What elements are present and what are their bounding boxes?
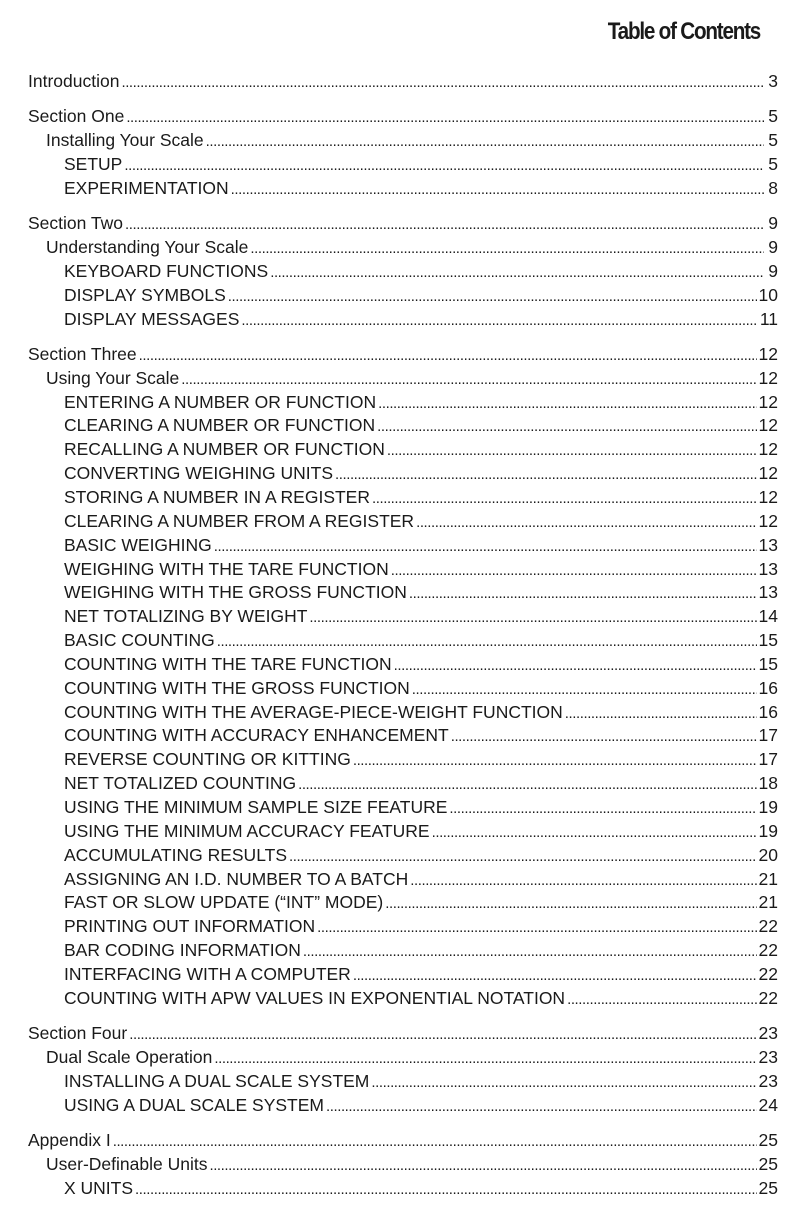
toc-entry-label: EXPERIMENTATION [64, 177, 229, 198]
toc-entry-interfacing-computer[interactable] [28, 963, 778, 987]
toc-entry-label: X UNITS [64, 1177, 134, 1198]
dot-leader [303, 939, 757, 963]
toc-entry-page: 16 [758, 701, 778, 722]
toc-entry-page: 14 [758, 606, 778, 627]
toc-entry-fast-slow-update[interactable] [28, 891, 778, 915]
toc-entry-setup[interactable] [28, 153, 778, 177]
toc-entry-display-messages[interactable] [28, 308, 778, 332]
toc-entry-page: 12 [758, 391, 778, 412]
dot-leader [139, 343, 757, 367]
toc-entry-page: 15 [758, 630, 778, 651]
dot-leader [387, 438, 757, 462]
toc-entry-label: REVERSE COUNTING OR KITTING [64, 749, 351, 770]
toc-entry-label: Section Four [28, 1023, 128, 1044]
dot-leader [449, 796, 756, 820]
toc-entry-page: 9 [768, 213, 778, 234]
toc-entry-page: 8 [768, 177, 778, 198]
toc-entry-page: 5 [768, 154, 778, 175]
toc-entry-label: NET TOTALIZING BY WEIGHT [64, 606, 308, 627]
toc-entry-page: 21 [758, 892, 778, 913]
toc-entry-label: CONVERTING WEIGHING UNITS [64, 463, 333, 484]
dot-leader [353, 748, 757, 772]
toc-entry-label: INSTALLING A DUAL SCALE SYSTEM [64, 1070, 370, 1091]
toc-entry-page: 12 [758, 343, 778, 364]
dot-leader [125, 212, 764, 236]
toc-entry-keyboard-functions[interactable] [28, 260, 778, 284]
toc-entry-dual-scale-operation[interactable] [28, 1046, 778, 1070]
toc-entry-page: 13 [758, 558, 778, 579]
toc-entry-counting-gross[interactable] [28, 677, 778, 701]
toc-entry-label: CLEARING A NUMBER OR FUNCTION [64, 415, 376, 436]
toc-entry-x-units[interactable] [28, 1177, 778, 1201]
toc-entry-accumulating-results[interactable] [28, 844, 778, 868]
toc-entry-label: RECALLING A NUMBER OR FUNCTION [64, 439, 385, 460]
dot-leader [270, 260, 764, 284]
toc-entry-label: Dual Scale Operation [46, 1046, 213, 1067]
dot-leader [121, 70, 764, 94]
dot-leader [567, 987, 756, 1011]
toc-entry-printing-out[interactable] [28, 915, 778, 939]
toc-entry-counting-accuracy[interactable] [28, 724, 778, 748]
toc-entry-recalling-a-number[interactable] [28, 438, 778, 462]
table-of-contents [28, 70, 778, 1200]
toc-entry-assigning-id[interactable] [28, 868, 778, 892]
toc-entry-page: 24 [758, 1094, 778, 1115]
toc-entry-label: DISPLAY MESSAGES [64, 308, 240, 329]
toc-entry-label: WEIGHING WITH THE GROSS FUNCTION [64, 582, 407, 603]
dot-leader [326, 1094, 757, 1118]
toc-entry-label: USING A DUAL SCALE SYSTEM [64, 1094, 324, 1115]
toc-entry-page: 5 [768, 106, 778, 127]
dot-leader [353, 963, 757, 987]
toc-entry-page: 12 [758, 510, 778, 531]
dot-leader [565, 701, 757, 725]
toc-entry-label: SETUP [64, 154, 123, 175]
dot-leader [135, 1177, 756, 1201]
toc-entry-label: ENTERING A NUMBER OR FUNCTION [64, 391, 377, 412]
toc-entry-label: USING THE MINIMUM SAMPLE SIZE FEATURE [64, 796, 448, 817]
dot-leader [124, 153, 764, 177]
toc-entry-label: Understanding Your Scale [46, 237, 249, 258]
dot-leader [209, 1153, 756, 1177]
toc-entry-user-definable-units[interactable] [28, 1153, 778, 1177]
dot-leader [214, 534, 757, 558]
toc-entry-label: Appendix I [28, 1129, 111, 1150]
dot-leader [214, 1046, 756, 1070]
dot-leader [391, 558, 757, 582]
toc-entry-page: 22 [758, 916, 778, 937]
toc-entry-section-one[interactable] [28, 105, 778, 129]
toc-entry-label: CLEARING A NUMBER FROM A REGISTER [64, 510, 415, 531]
toc-entry-page: 19 [758, 796, 778, 817]
toc-entry-experimentation[interactable] [28, 177, 778, 201]
toc-entry-label: INTERFACING WITH A COMPUTER [64, 963, 351, 984]
dot-leader [416, 510, 756, 534]
toc-entry-page: 17 [758, 725, 778, 746]
dot-leader [250, 236, 764, 260]
dot-leader [231, 177, 764, 201]
toc-entry-page: 15 [758, 653, 778, 674]
dot-leader [378, 391, 756, 415]
toc-entry-label: Using Your Scale [46, 367, 180, 388]
toc-entry-section-three[interactable] [28, 343, 778, 367]
toc-entry-weighing-tare[interactable] [28, 558, 778, 582]
toc-entry-minimum-accuracy[interactable] [28, 820, 778, 844]
toc-entry-installing-your-scale[interactable] [28, 129, 778, 153]
toc-entry-page: 12 [758, 439, 778, 460]
toc-entry-label: STORING A NUMBER IN A REGISTER [64, 487, 370, 507]
dot-leader [309, 605, 756, 629]
toc-entry-label: KEYBOARD FUNCTIONS [64, 260, 269, 281]
toc-entry-page: 12 [758, 487, 778, 507]
toc-entry-page: 23 [758, 1023, 778, 1044]
toc-entry-storing-a-number[interactable] [28, 486, 778, 510]
toc-entry-page: 10 [758, 284, 778, 305]
dot-leader [217, 629, 757, 653]
toc-entry-converting-weighing-units[interactable] [28, 462, 778, 486]
toc-entry-weighing-gross[interactable] [28, 581, 778, 605]
toc-entry-page: 3 [768, 71, 778, 91]
toc-entry-label: PRINTING OUT INFORMATION [64, 916, 316, 937]
toc-entry-label: BASIC COUNTING [64, 630, 215, 651]
dot-leader [228, 284, 757, 308]
toc-entry-appendix-i[interactable] [28, 1129, 778, 1153]
dot-leader [129, 1022, 756, 1046]
toc-entry-label: WEIGHING WITH THE TARE FUNCTION [64, 558, 389, 579]
toc-entry-label: FAST OR SLOW UPDATE (“INT” MODE) [64, 892, 384, 913]
toc-entry-label: COUNTING WITH THE TARE FUNCTION [64, 653, 392, 674]
dot-leader [385, 891, 756, 915]
dot-leader [394, 653, 757, 677]
dot-leader [317, 915, 756, 939]
toc-entry-label: Installing Your Scale [46, 130, 204, 151]
toc-entry-page: 12 [758, 463, 778, 484]
toc-entry-clearing-from-register[interactable] [28, 510, 778, 534]
toc-entry-label: DISPLAY SYMBOLS [64, 284, 226, 305]
dot-leader [181, 367, 756, 391]
toc-entry-introduction[interactable] [28, 70, 778, 94]
toc-entry-page: 23 [758, 1046, 778, 1067]
toc-entry-label: Section Two [28, 213, 124, 234]
toc-entry-page: 25 [758, 1129, 778, 1150]
toc-entry-page: 17 [758, 749, 778, 770]
dot-leader [241, 308, 757, 332]
toc-entry-page: 5 [768, 130, 778, 151]
toc-entry-page: 19 [758, 820, 778, 841]
toc-entry-section-four[interactable] [28, 1022, 778, 1046]
toc-entry-installing-dual-scale[interactable] [28, 1070, 778, 1094]
toc-entry-label: USING THE MINIMUM ACCURACY FEATURE [64, 820, 430, 841]
toc-entry-counting-apw[interactable] [28, 701, 778, 725]
dot-leader [432, 820, 757, 844]
toc-entry-page: 16 [758, 677, 778, 698]
dot-leader [410, 868, 756, 892]
toc-entry-page: 13 [758, 534, 778, 555]
dot-leader [206, 129, 764, 153]
toc-entry-basic-weighing[interactable] [28, 534, 778, 558]
dot-leader [377, 414, 756, 438]
toc-entry-net-totalizing-weight[interactable] [28, 605, 778, 629]
toc-entry-basic-counting[interactable] [28, 629, 778, 653]
toc-entry-understanding-your-scale[interactable] [28, 236, 778, 260]
toc-entry-label: BASIC WEIGHING [64, 534, 212, 555]
dot-leader [113, 1129, 757, 1153]
dot-leader [451, 724, 757, 748]
toc-entry-page: 18 [758, 773, 778, 794]
toc-entry-clearing-a-number[interactable] [28, 414, 778, 438]
toc-entry-label: COUNTING WITH ACCURACY ENHANCEMENT [64, 725, 449, 746]
toc-entry-label: Section One [28, 106, 125, 127]
toc-entry-page: 23 [758, 1070, 778, 1091]
dot-leader [412, 677, 757, 701]
toc-entry-page: 21 [758, 868, 778, 889]
toc-entry-entering-a-number[interactable] [28, 391, 778, 415]
toc-entry-label: NET TOTALIZED COUNTING [64, 773, 297, 794]
toc-entry-page: 9 [768, 260, 778, 281]
toc-entry-page: 25 [758, 1177, 778, 1198]
dot-leader [372, 486, 757, 510]
toc-entry-net-totalized-counting[interactable] [28, 772, 778, 796]
dot-leader [371, 1070, 756, 1094]
toc-entry-label: User-Definable Units [46, 1153, 208, 1174]
toc-entry-label: BAR CODING INFORMATION [64, 940, 301, 961]
dot-leader [409, 581, 757, 605]
dot-leader [289, 844, 757, 868]
toc-entry-page: 12 [758, 367, 778, 388]
toc-entry-label: COUNTING WITH THE AVERAGE-PIECE-WEIGHT FUNCTION [64, 701, 563, 722]
toc-entry-counting-tare[interactable] [28, 653, 778, 677]
toc-entry-label: COUNTING WITH THE GROSS FUNCTION [64, 677, 410, 698]
toc-entry-page: 12 [758, 415, 778, 436]
toc-entry-display-symbols[interactable] [28, 284, 778, 308]
toc-entry-page: 22 [758, 940, 778, 961]
dot-leader [126, 105, 764, 129]
toc-entry-label: COUNTING WITH APW VALUES IN EXPONENTIAL NOTATION [64, 987, 566, 1008]
toc-entry-reverse-counting[interactable] [28, 748, 778, 772]
toc-entry-page: 25 [758, 1153, 778, 1174]
toc-entry-page: 20 [758, 844, 778, 865]
dot-leader [298, 772, 756, 796]
toc-entry-page: 9 [768, 237, 778, 258]
toc-entry-apw-exponential[interactable] [28, 987, 778, 1011]
toc-entry-label: ACCUMULATING RESULTS [64, 844, 287, 865]
toc-entry-using-your-scale[interactable] [28, 367, 778, 391]
page-title: Table of Contents [607, 18, 760, 45]
dot-leader [335, 462, 757, 486]
toc-entry-using-dual-scale[interactable] [28, 1094, 778, 1118]
toc-entry-label: Section Three [28, 343, 137, 364]
toc-entry-page: 11 [759, 308, 778, 329]
toc-entry-section-two[interactable] [28, 212, 778, 236]
toc-entry-minimum-sample-size[interactable] [28, 796, 778, 820]
toc-entry-page: 22 [758, 987, 778, 1008]
toc-entry-bar-coding[interactable] [28, 939, 778, 963]
toc-entry-label: ASSIGNING AN I.D. NUMBER TO A BATCH [64, 868, 409, 889]
toc-entry-label: Introduction [28, 71, 120, 91]
toc-entry-page: 13 [758, 582, 778, 603]
toc-entry-page: 22 [758, 963, 778, 984]
